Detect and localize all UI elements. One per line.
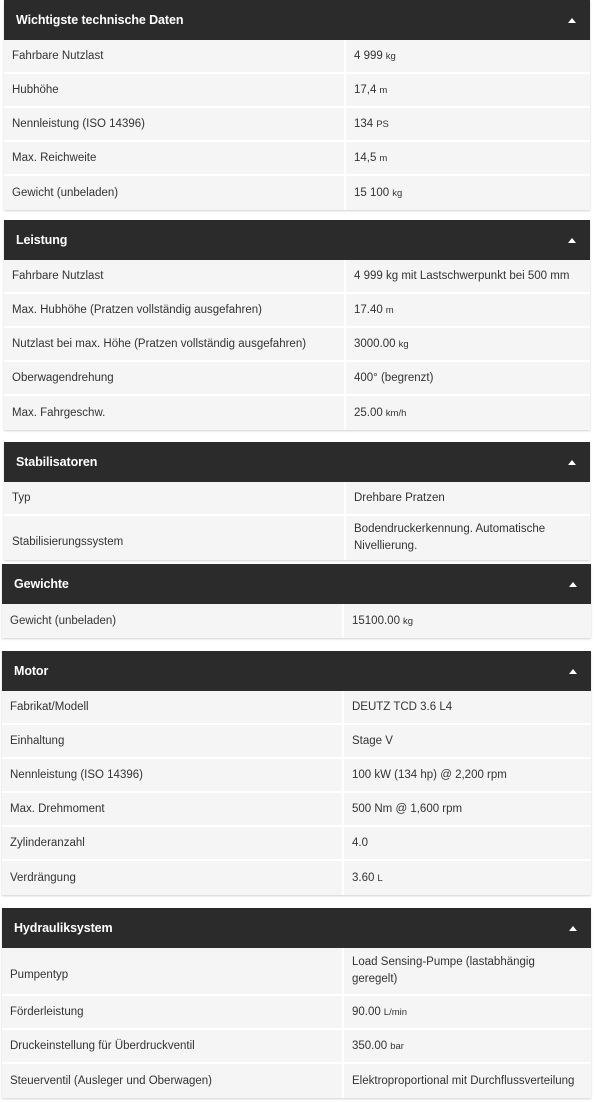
spec-unit: km/h (385, 407, 407, 419)
chevron-up-icon[interactable] (568, 460, 576, 465)
table-row (2, 793, 591, 827)
spec-value: Bodendruckerkennung. Automatische Nivellierung. (346, 516, 590, 560)
table-row (2, 1064, 591, 1098)
section-gewichte (2, 564, 591, 638)
spec-label: Fabrikat/Modell (2, 691, 342, 723)
spec-value: DEUTZ TCD 3.6 L4 (344, 691, 591, 723)
spec-value: 90.00 L/min (344, 996, 591, 1028)
chevron-up-icon[interactable] (569, 582, 577, 587)
table-row (4, 260, 590, 294)
spec-label: Gewicht (unbeladen) (4, 176, 344, 210)
spec-unit: kg (385, 50, 396, 62)
spec-label: Max. Reichweite (4, 142, 344, 174)
spec-unit: m (385, 304, 394, 316)
table-row (4, 40, 590, 74)
spec-value: Elektroproportional mit Durchflussverteilung (344, 1064, 591, 1098)
section-title: Wichtigste technische Daten (16, 13, 184, 27)
spec-label: Förderleistung (2, 996, 342, 1028)
section-leistung (4, 220, 590, 430)
table-row (2, 725, 591, 759)
spec-label: Fahrbare Nutzlast (4, 260, 344, 292)
section-title: Leistung (16, 233, 68, 247)
spec-label: Stabilisierungssystem (4, 516, 344, 560)
spec-label: Max. Hubhöhe (Pratzen vollständig ausgefahren) (4, 294, 344, 326)
table-row (4, 482, 590, 516)
spec-value: 3000.00 kg (346, 328, 590, 360)
spec-unit: kg (398, 338, 409, 350)
spec-unit: bar (390, 1040, 404, 1052)
spec-unit: m (379, 152, 388, 164)
spec-unit: kg (392, 187, 403, 199)
spec-value: 15100.00 kg (344, 604, 591, 638)
spec-value: Drehbare Pratzen (346, 482, 590, 514)
spec-unit: m (379, 84, 388, 96)
spec-value: 4 999 kg mit Lastschwerpunkt bei 500 mm (346, 260, 590, 292)
chevron-up-icon[interactable] (569, 669, 577, 674)
section-header[interactable] (4, 0, 590, 40)
section-title: Hydrauliksystem (14, 921, 113, 935)
spec-label: Max. Drehmoment (2, 793, 342, 825)
table-row (4, 516, 590, 560)
spec-value: Stage V (344, 725, 591, 757)
table-row (4, 328, 590, 362)
table-row (2, 827, 591, 861)
table-row (2, 861, 591, 895)
spec-label: Nutzlast bei max. Höhe (Pratzen vollständig ausgefahren) (4, 328, 344, 360)
section-header[interactable] (2, 564, 591, 604)
spec-value: 134 PS (346, 108, 590, 140)
spec-label: Verdrängung (2, 861, 342, 895)
section-header[interactable] (2, 651, 591, 691)
spec-label: Fahrbare Nutzlast (4, 40, 344, 72)
spec-label: Hubhöhe (4, 74, 344, 106)
spec-value: 350.00 bar (344, 1030, 591, 1062)
spec-value: 4.0 (344, 827, 591, 859)
table-row (4, 142, 590, 176)
spec-label: Nennleistung (ISO 14396) (2, 759, 342, 791)
spec-value: 400° (begrenzt) (346, 362, 590, 394)
spec-value: 100 kW (134 hp) @ 2,200 rpm (344, 759, 591, 791)
table-row (4, 396, 590, 430)
spec-value: Load Sensing-Pumpe (lastabhängig geregelt) (344, 948, 591, 994)
table-row (4, 108, 590, 142)
section-header[interactable] (4, 442, 590, 482)
section-motor (2, 651, 591, 895)
spec-label: Nennleistung (ISO 14396) (4, 108, 344, 140)
spec-unit: L (377, 872, 383, 884)
table-row (2, 996, 591, 1030)
chevron-up-icon[interactable] (569, 926, 577, 931)
section-stabilisatoren (4, 442, 590, 560)
spec-label: Steuerventil (Ausleger und Oberwagen) (2, 1064, 342, 1098)
table-row (4, 74, 590, 108)
table-row (4, 176, 590, 210)
spec-value: 4 999 kg (346, 40, 590, 72)
table-row (2, 1030, 591, 1064)
spec-label: Einhaltung (2, 725, 342, 757)
spec-value: 15 100 kg (346, 176, 590, 210)
spec-value: 3.60 L (344, 861, 591, 895)
spec-label: Typ (4, 482, 344, 514)
table-row (2, 691, 591, 725)
spec-value: 14,5 m (346, 142, 590, 174)
spec-label: Oberwagendrehung (4, 362, 344, 394)
spec-value: 25.00 km/h (346, 396, 590, 430)
spec-value: 500 Nm @ 1,600 rpm (344, 793, 591, 825)
spec-unit: L/min (383, 1006, 408, 1018)
section-hydrauliksystem (2, 908, 591, 1098)
chevron-up-icon[interactable] (568, 18, 576, 23)
chevron-up-icon[interactable] (568, 238, 576, 243)
table-row (2, 759, 591, 793)
spec-label: Gewicht (unbeladen) (2, 604, 342, 638)
spec-label: Zylinderanzahl (2, 827, 342, 859)
table-row (2, 604, 591, 638)
section-wichtigste-technische-daten (4, 0, 590, 210)
spec-label: Druckeinstellung für Überdruckventil (2, 1030, 342, 1062)
spec-label: Max. Fahrgeschw. (4, 396, 344, 430)
spec-unit: PS (376, 118, 389, 130)
section-title: Gewichte (14, 577, 69, 591)
spec-value: 17.40 m (346, 294, 590, 326)
table-row (2, 948, 591, 996)
spec-label: Pumpentyp (2, 948, 342, 994)
section-title: Motor (14, 664, 49, 678)
spec-value: 17,4 m (346, 74, 590, 106)
table-row (4, 362, 590, 396)
section-header[interactable] (2, 908, 591, 948)
section-title: Stabilisatoren (16, 455, 98, 469)
spec-unit: kg (402, 615, 414, 627)
table-row (4, 294, 590, 328)
section-header[interactable] (4, 220, 590, 260)
